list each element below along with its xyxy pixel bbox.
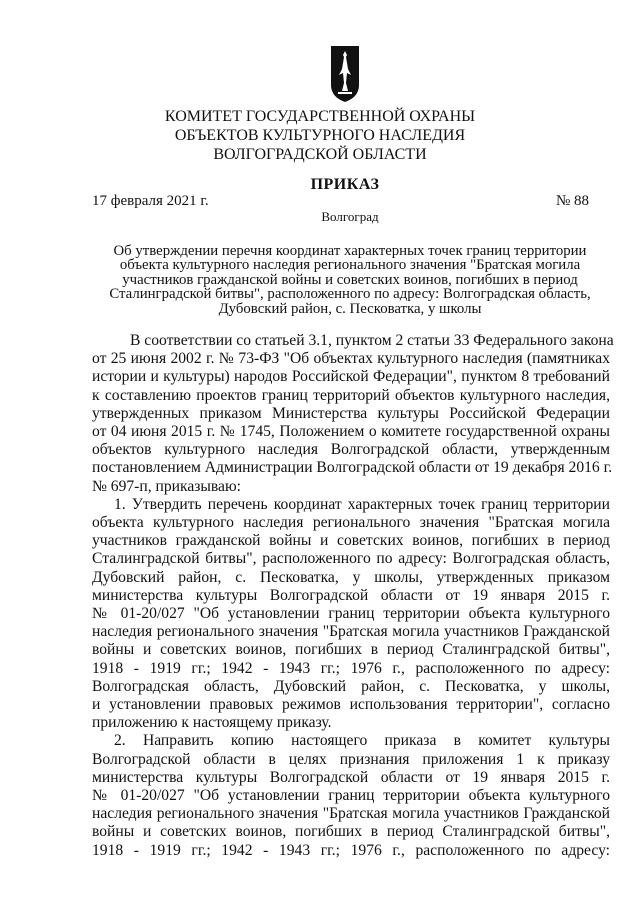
body-line: 1. Утвердить перечень координат характерных точек границ территории xyxy=(114,495,610,513)
body-line: 1918 - 1919 гг.; 1942 - 1943 гг.; 1976 г., расположенного по адресу: xyxy=(92,659,610,677)
document-city: Волгоград xyxy=(321,209,379,224)
body-line: объекта культурного наследия регионального значения "Братская могила xyxy=(92,514,610,532)
body-line: № 697-п, приказываю: xyxy=(92,477,241,495)
document-number: № 88 xyxy=(556,193,590,209)
document-type-title: ПРИКАЗ xyxy=(310,176,380,193)
body-line: и установлении правовых режимов использования территории", согласно xyxy=(92,696,610,714)
body-line: приложению к настоящему приказу. xyxy=(92,714,332,732)
body-line: Дубовский район, с. Песковатка, у школы, утвержденных приказом xyxy=(92,568,610,586)
body-line: наследия регионального значения "Братская могила участников Гражданской xyxy=(92,805,610,823)
body-line: утвержденных приказом Министерства культуры Российской Федерации xyxy=(92,404,610,422)
body-line: Волгоградская область, Дубовский район, с. Песковатка, у школы, xyxy=(92,677,610,695)
body-line: от 25 июня 2002 г. № 73-ФЗ "Об объектах культурного наследия (памятниках xyxy=(92,350,610,368)
body-line: В соответствии со статьей 3.1, пунктом 2 статьи 33 Федерального закона xyxy=(130,332,614,349)
body-line: от 04 июня 2015 г. № 1745, Положением о комитете государственной охраны xyxy=(92,423,610,441)
body-line: Сталинградской битвы", расположенного по адресу: Волгоградская область, xyxy=(92,550,610,568)
subject-line: участников гражданской войны и советских воинов, погибших в период xyxy=(122,271,578,288)
body-line: Волгоградской области в целях признания приложения 1 к приказу xyxy=(92,750,610,768)
body-line: объектов культурного наследия Волгоградской области, утвержденным xyxy=(92,441,610,459)
body-line: войны и советских воинов, погибших в период Сталинградской битвы", xyxy=(92,823,610,841)
body-line: истории и культуры) народов Российской Федерации", пунктом 8 требований xyxy=(92,368,610,386)
body-line: 2. Направить копию настоящего приказа в комитет культуры xyxy=(114,732,610,750)
body-line: министерства культуры Волгоградской области от 19 января 2015 г. xyxy=(92,768,610,786)
body-line: к составлению проектов границ территорий объектов культурного наследия, xyxy=(92,386,610,404)
body-line: министерства культуры Волгоградской области от 19 января 2015 г. xyxy=(92,586,610,604)
body-line: войны и советских воинов, погибших в период Сталинградской битвы", xyxy=(92,641,610,659)
body-line: наследия регионального значения "Братская могила участников Гражданской xyxy=(92,623,610,641)
document-date: 17 февраля 2021 г. xyxy=(92,193,209,209)
org-name-line-2: ОБЪЕКТОВ КУЛЬТУРНОГО НАСЛЕДИЯ xyxy=(174,127,466,144)
org-name-line-1: КОМИТЕТ ГОСУДАРСТВЕННОЙ ОХРАНЫ xyxy=(164,108,476,125)
body-line: 1918 - 1919 гг.; 1942 - 1943 гг.; 1976 г., расположенного по адресу: xyxy=(92,841,610,859)
document-subject xyxy=(95,244,605,316)
body-line: участников гражданской войны и советских воинов, погибших в период xyxy=(92,532,610,550)
document-body xyxy=(92,332,614,860)
subject-line: объекта культурного наследия регионального значения "Братская могила xyxy=(119,257,581,274)
subject-line: Сталинградской битвы", расположенного по адресу: Волгоградская область, xyxy=(109,286,591,303)
coat-of-arms-emblem xyxy=(330,45,360,103)
body-line: № 01-20/027 "Об установлении границ территории объекта культурного xyxy=(92,605,610,623)
subject-line: Об утверждении перечня координат характерных точек границ территории xyxy=(113,243,587,259)
subject-line: Дубовский район, с. Песковатка, у школы xyxy=(218,300,482,317)
org-name-line-3: ВОЛГОГРАДСКОЙ ОБЛАСТИ xyxy=(213,146,427,163)
body-line: № 01-20/027 "Об установлении границ территории объекта культурного xyxy=(92,787,610,805)
body-line: постановлением Администрации Волгоградской области от 19 декабря 2016 г. xyxy=(92,459,613,477)
